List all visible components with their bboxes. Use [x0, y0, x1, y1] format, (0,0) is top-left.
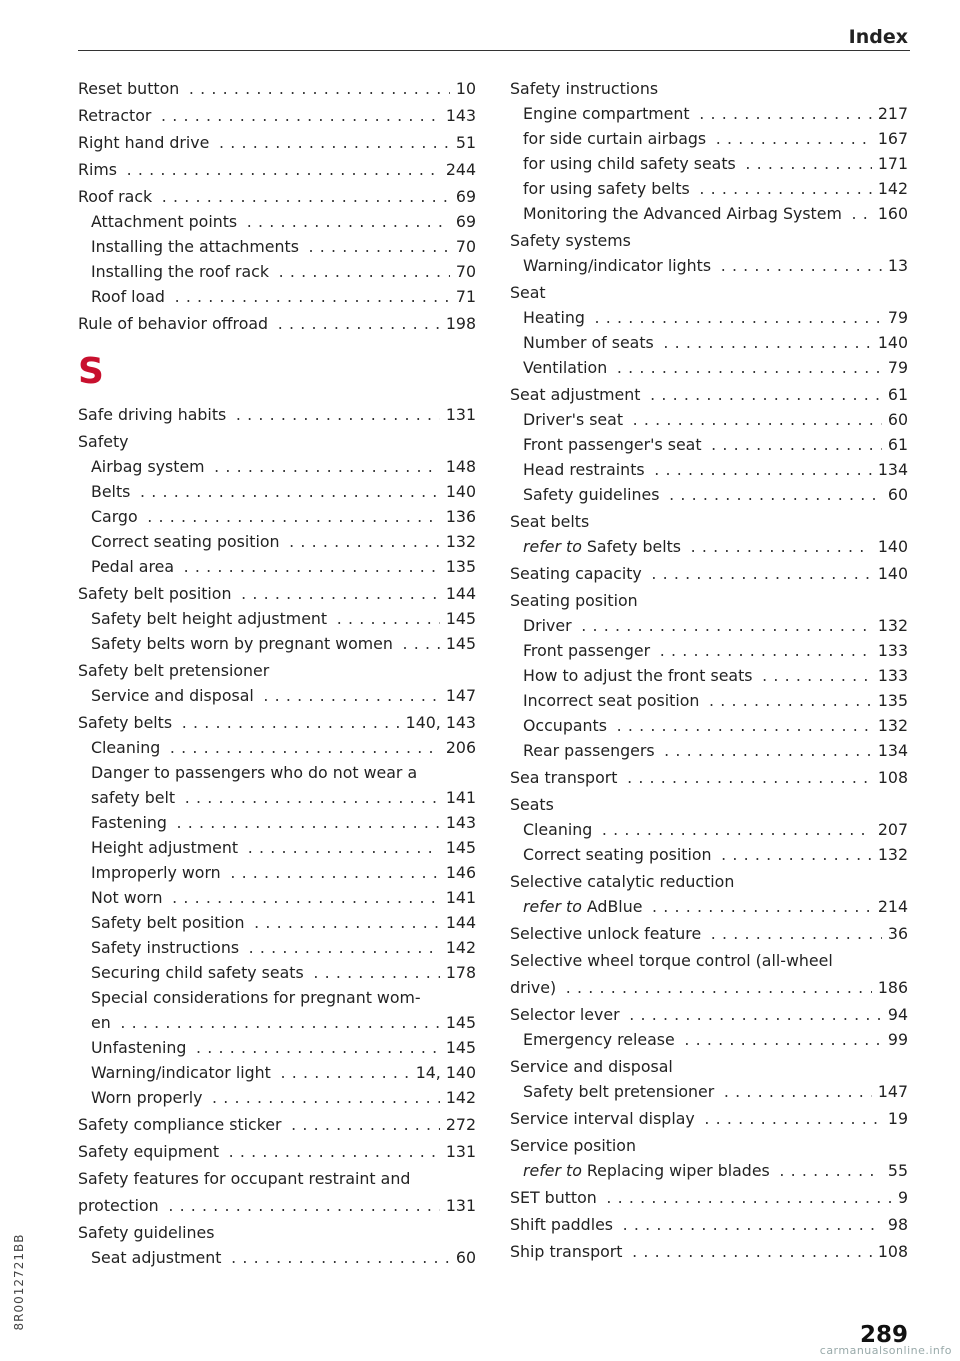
page-reference: 186: [872, 975, 908, 1000]
index-term: Service and disposal: [91, 686, 254, 705]
page-reference: 10: [450, 76, 476, 101]
index-term: Safe driving habits: [78, 405, 227, 424]
index-term: How to adjust the front seats: [523, 666, 753, 685]
page-reference: 60: [882, 482, 908, 507]
index-entry: [78, 529, 476, 554]
index-entry: [510, 330, 908, 355]
index-term: Driver's seat: [523, 410, 624, 429]
index-term: Airbag system: [91, 457, 205, 476]
page-reference: 132: [872, 713, 908, 738]
page-reference: 135: [440, 554, 476, 579]
cross-reference-label: refer to: [523, 537, 582, 556]
page-reference: 61: [882, 382, 908, 407]
index-entry: [510, 975, 908, 1000]
index-entry: [510, 1002, 908, 1027]
index-term: Ventilation: [523, 358, 608, 377]
index-entry: [510, 1185, 908, 1210]
cross-reference-label: refer to: [523, 1161, 582, 1180]
index-term: Installing the attachments: [91, 237, 299, 256]
index-entry: [78, 479, 476, 504]
index-entry: [78, 209, 476, 234]
watermark: carmanualsonline.info: [819, 1344, 952, 1357]
page-reference: 140: [872, 561, 908, 586]
page-reference: 61: [882, 432, 908, 457]
page-reference: 131: [440, 402, 476, 427]
index-entry: [78, 259, 476, 284]
page-reference: 36: [882, 921, 908, 946]
index-term: Service interval display: [510, 1109, 695, 1128]
index-term: Safety: [78, 432, 129, 451]
index-entry: [78, 810, 476, 835]
index-term: Ship transport: [510, 1242, 623, 1261]
index-term: protection: [78, 1196, 159, 1215]
index-term: SET button: [510, 1188, 597, 1207]
index-entry: [78, 184, 476, 209]
index-entry: [78, 1220, 476, 1245]
index-term: Engine compartment: [523, 104, 690, 123]
page-reference: 108: [872, 765, 908, 790]
index-term: Front passenger: [523, 641, 651, 660]
index-term: Sea transport: [510, 768, 618, 787]
page-reference: 13: [882, 253, 908, 278]
index-entry: [510, 201, 908, 226]
index-entry: [78, 402, 476, 427]
index-term: Roof load: [91, 287, 165, 306]
page-reference: 198: [440, 311, 476, 336]
index-entry: [78, 760, 476, 785]
index-term: Number of seats: [523, 333, 654, 352]
page-reference: 19: [882, 1106, 908, 1131]
page-reference: 140: [872, 330, 908, 355]
page-reference: 131: [440, 1193, 476, 1218]
index-term: Seat: [510, 283, 546, 302]
index-entry: [78, 1085, 476, 1110]
index-term: Safety belt position: [91, 913, 245, 932]
index-entry: [510, 534, 908, 559]
page-reference: 69: [450, 184, 476, 209]
page-reference: 142: [440, 1085, 476, 1110]
index-term: Selector lever: [510, 1005, 620, 1024]
index-entry: [78, 454, 476, 479]
page-reference: 140, 143: [400, 710, 476, 735]
page-reference: 147: [440, 683, 476, 708]
index-entry: [510, 638, 908, 663]
index-entry: [510, 688, 908, 713]
index-entry: [510, 382, 908, 407]
index-term: Installing the roof rack: [91, 262, 270, 281]
index-term: Right hand drive: [78, 133, 210, 152]
page-reference: 94: [882, 1002, 908, 1027]
index-term: Incorrect seat position: [523, 691, 700, 710]
index-term: Height adjustment: [91, 838, 239, 857]
page-reference: 136: [440, 504, 476, 529]
index-entry: [510, 482, 908, 507]
index-entry: [510, 792, 908, 817]
index-entry: [78, 1193, 476, 1218]
index-term: AdBlue: [586, 897, 643, 916]
page-reference: 140: [440, 479, 476, 504]
index-entry: [510, 1158, 908, 1183]
index-term: Improperly worn: [91, 863, 221, 882]
index-term: Correct seating position: [91, 532, 280, 551]
page-reference: 142: [440, 935, 476, 960]
page-reference: 143: [440, 103, 476, 128]
page-reference: 167: [872, 126, 908, 151]
index-entry: [78, 960, 476, 985]
page-reference: 132: [872, 613, 908, 638]
index-term: Retractor: [78, 106, 152, 125]
index-term: Emergency release: [523, 1030, 675, 1049]
index-term: Selective wheel torque control (all-wheel: [510, 951, 833, 970]
index-entry: [510, 921, 908, 946]
page-reference: 133: [872, 663, 908, 688]
page-reference: 132: [440, 529, 476, 554]
index-term: Selective catalytic reduction: [510, 872, 735, 891]
page-reference: 178: [440, 960, 476, 985]
index-letter-heading: S: [78, 351, 104, 392]
page-reference: 145: [440, 835, 476, 860]
index-term: drive): [510, 978, 557, 997]
index-term: Seating position: [510, 591, 638, 610]
index-entry: [78, 130, 476, 155]
index-entry: [510, 253, 908, 278]
index-entry: [510, 588, 908, 613]
index-entry: [78, 1112, 476, 1137]
index-entry: [78, 311, 476, 336]
index-entry: [510, 738, 908, 763]
index-term: Service position: [510, 1136, 636, 1155]
index-entry: [510, 457, 908, 482]
index-entry: [78, 606, 476, 631]
page-reference: 145: [440, 631, 476, 656]
index-entry: [78, 1060, 476, 1085]
index-entry: [78, 1010, 476, 1035]
index-entry: [78, 985, 476, 1010]
index-entry: [510, 561, 908, 586]
index-entry: [78, 658, 476, 683]
index-entry: [510, 613, 908, 638]
index-column-right: [510, 76, 908, 1264]
page-reference: 145: [440, 606, 476, 631]
index-term: for using safety belts: [523, 179, 690, 198]
index-entry: [510, 1079, 908, 1104]
cross-reference-label: refer to: [523, 897, 582, 916]
page-reference: 134: [872, 457, 908, 482]
index-term: Safety features for occupant restraint and: [78, 1169, 411, 1188]
index-term: Special considerations for pregnant wom-: [91, 988, 421, 1007]
index-term: Safety instructions: [91, 938, 240, 957]
index-term: Worn properly: [91, 1088, 203, 1107]
index-term: for side curtain airbags: [523, 129, 707, 148]
index-entry: [510, 1133, 908, 1158]
index-term: Correct seating position: [523, 845, 712, 864]
index-term: Pedal area: [91, 557, 175, 576]
index-term: Cleaning: [523, 820, 593, 839]
index-entry: [510, 663, 908, 688]
index-term: Heating: [523, 308, 585, 327]
index-entry: [510, 1027, 908, 1052]
index-entry: [510, 842, 908, 867]
index-term: Fastening: [91, 813, 167, 832]
index-entry: [510, 1054, 908, 1079]
page-reference: 69: [450, 209, 476, 234]
index-term: Service and disposal: [510, 1057, 673, 1076]
page-reference: 71: [450, 284, 476, 309]
index-term: Front passenger's seat: [523, 435, 702, 454]
index-entry: [78, 554, 476, 579]
page-reference: 207: [872, 817, 908, 842]
index-entry: [510, 228, 908, 253]
index-term: Seat belts: [510, 512, 590, 531]
index-term: en: [91, 1013, 111, 1032]
index-entry: [78, 785, 476, 810]
page-reference: 9: [892, 1185, 908, 1210]
index-entry: [510, 948, 908, 973]
index-entry: [78, 1245, 476, 1270]
index-term: Safety equipment: [78, 1142, 220, 1161]
page-reference: 134: [872, 738, 908, 763]
index-term: Cleaning: [91, 738, 161, 757]
page-reference: 14, 140: [410, 1060, 476, 1085]
index-term: Attachment points: [91, 212, 238, 231]
index-entry: [510, 407, 908, 432]
index-term: Cargo: [91, 507, 138, 526]
page-reference: 140: [872, 534, 908, 559]
index-entry: [510, 1239, 908, 1264]
index-term: Seats: [510, 795, 554, 814]
index-entry: [78, 157, 476, 182]
index-entry: [78, 683, 476, 708]
page-reference: 272: [440, 1112, 476, 1137]
index-entry: [78, 910, 476, 935]
index-column-left: [78, 76, 476, 1270]
index-entry: [78, 581, 476, 606]
index-term: Safety compliance sticker: [78, 1115, 282, 1134]
section-title: Index: [848, 26, 908, 48]
index-entry: [78, 1166, 476, 1191]
page-reference: 244: [440, 157, 476, 182]
index-term: Monitoring the Advanced Airbag System: [523, 204, 842, 223]
index-entry: [510, 1106, 908, 1131]
index-entry: [78, 860, 476, 885]
index-term: Warning/indicator lights: [523, 256, 712, 275]
index-term: Safety belts worn by pregnant women: [91, 634, 393, 653]
index-term: Roof rack: [78, 187, 153, 206]
index-entry: [78, 885, 476, 910]
index-term: Driver: [523, 616, 572, 635]
index-entry: [78, 835, 476, 860]
page-reference: 131: [440, 1139, 476, 1164]
index-term: Seat adjustment: [510, 385, 641, 404]
index-entry: [78, 1035, 476, 1060]
index-entry: [78, 735, 476, 760]
index-entry: [510, 1212, 908, 1237]
page-reference: 160: [872, 201, 908, 226]
index-term: Safety belts: [586, 537, 682, 556]
index-entry: [78, 1139, 476, 1164]
page-reference: 143: [440, 810, 476, 835]
index-entry: [510, 176, 908, 201]
index-entry: [510, 765, 908, 790]
page-reference: 146: [440, 860, 476, 885]
page-reference: 79: [882, 355, 908, 380]
index-entry: [510, 817, 908, 842]
index-term: Unfastening: [91, 1038, 187, 1057]
index-term: Seat adjustment: [91, 1248, 222, 1267]
page-reference: 98: [882, 1212, 908, 1237]
index-entry: [510, 126, 908, 151]
index-entry: [510, 305, 908, 330]
page-reference: 70: [450, 234, 476, 259]
page-reference: 145: [440, 1010, 476, 1035]
index-term: Safety belt pretensioner: [523, 1082, 715, 1101]
index-entry: [78, 103, 476, 128]
page-reference: 108: [872, 1239, 908, 1264]
page-reference: 214: [872, 894, 908, 919]
page-number: 289: [859, 1322, 908, 1348]
index-term: Safety guidelines: [523, 485, 660, 504]
index-term: Shift paddles: [510, 1215, 614, 1234]
index-entry: [78, 631, 476, 656]
page-reference: 145: [440, 1035, 476, 1060]
index-entry: [510, 432, 908, 457]
index-term: safety belt: [91, 788, 176, 807]
page-reference: 51: [450, 130, 476, 155]
index-term: Safety belts: [78, 713, 173, 732]
page-reference: 79: [882, 305, 908, 330]
index-entry: [510, 355, 908, 380]
index-term: Rule of behavior offroad: [78, 314, 269, 333]
page-reference: 133: [872, 638, 908, 663]
index-entry: [510, 151, 908, 176]
index-entry: [510, 280, 908, 305]
index-term: Occupants: [523, 716, 607, 735]
index-term: Safety belt position: [78, 584, 232, 603]
page-reference: 144: [440, 581, 476, 606]
index-term: Safety belt pretensioner: [78, 661, 270, 680]
index-term: Seating capacity: [510, 564, 642, 583]
index-term: Safety systems: [510, 231, 631, 250]
index-term: for using child safety seats: [523, 154, 736, 173]
page-reference: 171: [872, 151, 908, 176]
page-reference: 217: [872, 101, 908, 126]
page-reference: 147: [872, 1079, 908, 1104]
page-reference: 70: [450, 259, 476, 284]
index-entry: [510, 713, 908, 738]
page-reference: 141: [440, 885, 476, 910]
index-term: Reset button: [78, 79, 180, 98]
page-reference: 144: [440, 910, 476, 935]
index-entry: [78, 504, 476, 529]
page-reference: 135: [872, 688, 908, 713]
index-term: Safety guidelines: [78, 1223, 215, 1242]
index-entry: [78, 935, 476, 960]
page-reference: 60: [882, 407, 908, 432]
page-reference: 148: [440, 454, 476, 479]
page-reference: 206: [440, 735, 476, 760]
index-entry: [510, 509, 908, 534]
page-reference: 141: [440, 785, 476, 810]
index-term: Safety belt height adjustment: [91, 609, 328, 628]
page-reference: 142: [872, 176, 908, 201]
index-entry: [510, 894, 908, 919]
index-term: Belts: [91, 482, 131, 501]
index-entry: [510, 101, 908, 126]
header-rule: [78, 50, 910, 51]
page-reference: 132: [872, 842, 908, 867]
index-term: Rims: [78, 160, 117, 179]
index-term: Rear passengers: [523, 741, 655, 760]
index-term: Head restraints: [523, 460, 645, 479]
document-code: 8R0012721BB: [12, 1233, 26, 1331]
index-term: Replacing wiper blades: [586, 1161, 770, 1180]
index-entry: [510, 869, 908, 894]
index-entry: [78, 429, 476, 454]
index-term: Safety instructions: [510, 79, 659, 98]
index-entry: [78, 710, 476, 735]
index-term: Selective unlock feature: [510, 924, 702, 943]
index-term: Not worn: [91, 888, 163, 907]
index-term: Securing child safety seats: [91, 963, 304, 982]
index-term: Danger to passengers who do not wear a: [91, 763, 418, 782]
page-reference: 60: [450, 1245, 476, 1270]
index-entry: [510, 76, 908, 101]
page-reference: 99: [882, 1027, 908, 1052]
index-entry: [78, 284, 476, 309]
page-reference: 55: [882, 1158, 908, 1183]
index-entry: [78, 234, 476, 259]
index-term: Warning/indicator light: [91, 1063, 271, 1082]
index-entry: [78, 76, 476, 101]
